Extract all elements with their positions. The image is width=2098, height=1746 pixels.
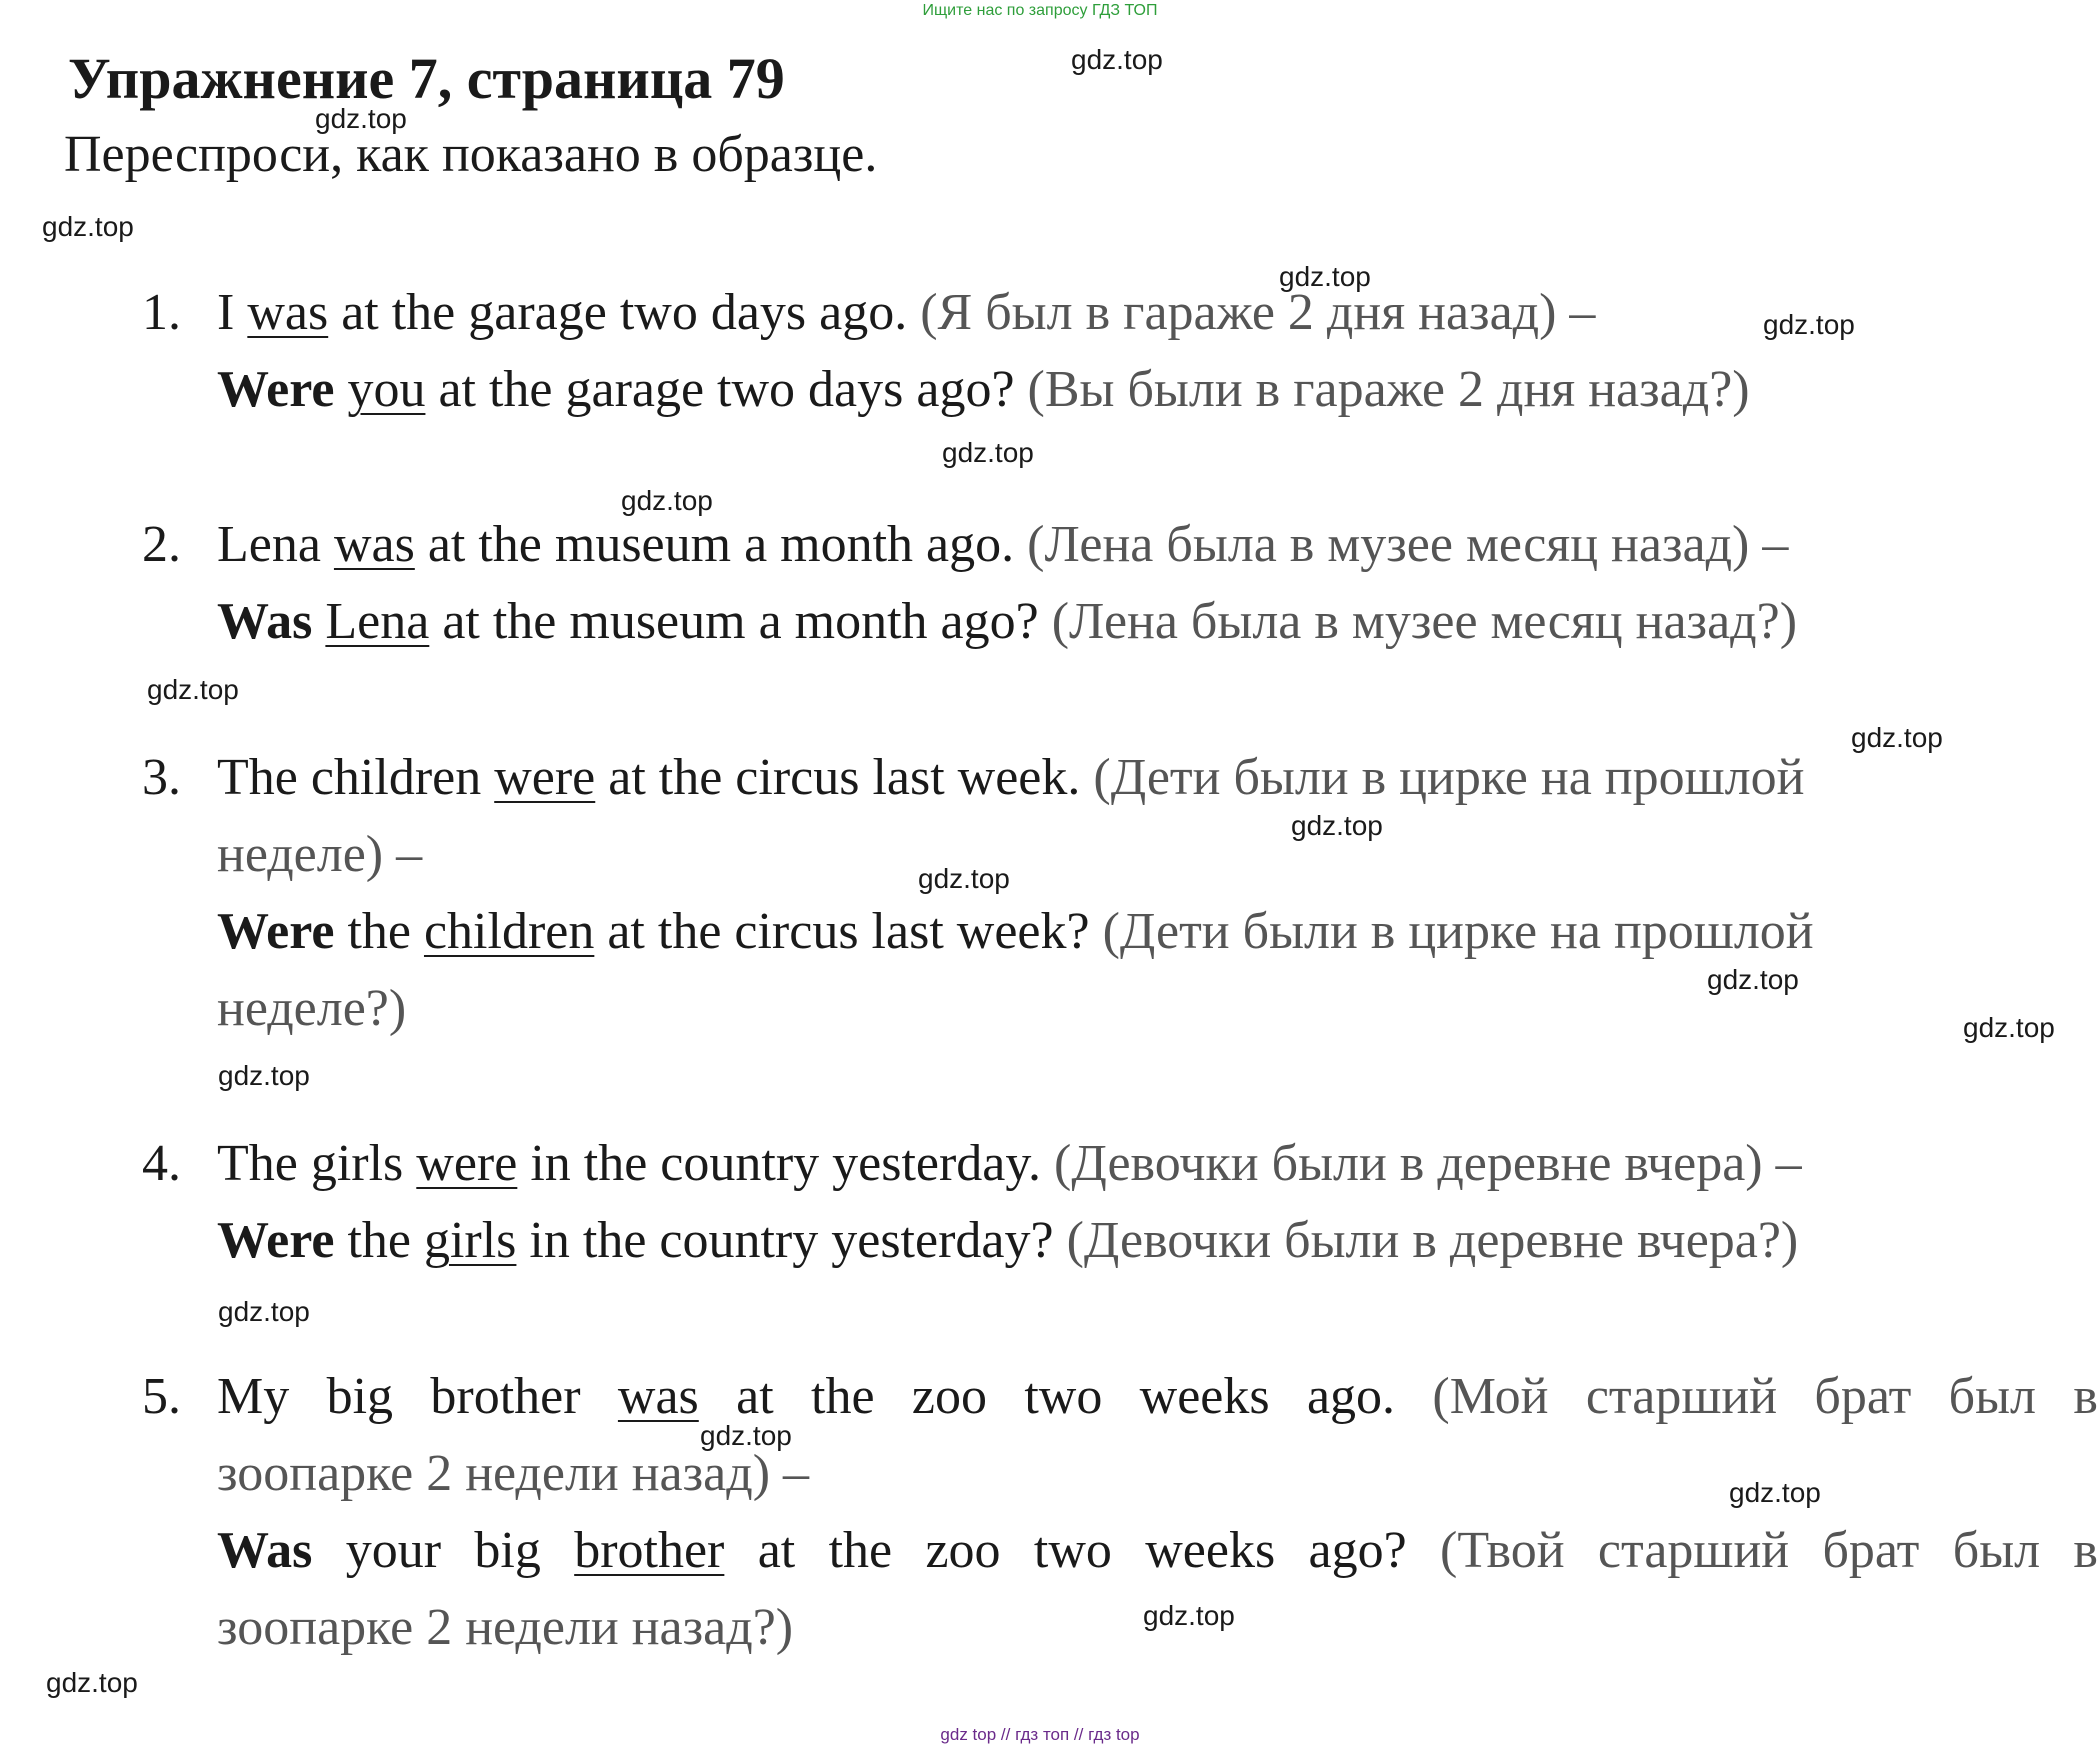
item-number: 3. xyxy=(142,749,181,806)
watermark: gdz.top xyxy=(1851,722,1943,753)
statement-line-continued: неделе) – xyxy=(217,826,423,883)
watermark: gdz.top xyxy=(1763,309,1855,340)
exercise-title: Упражнение 7, страница 79 xyxy=(68,46,785,111)
watermark: gdz.top xyxy=(147,674,239,705)
underlined-verb: was xyxy=(247,284,329,341)
translation: (Лена была в музее месяц назад?) xyxy=(1038,593,1798,650)
translation: (Дети были в цирке на прошлой xyxy=(1089,903,1814,960)
statement-line: My big brother was at the zoo two weeks ago. (Мой старший брат был в xyxy=(217,1368,2098,1425)
translation: (Вы были в гараже 2 дня назад?) xyxy=(1014,361,1750,418)
watermark: gdz.top xyxy=(700,1420,792,1451)
underlined-verb: were xyxy=(416,1135,518,1192)
statement-line: The children were at the circus last week. (Дети были в цирке на прошлой xyxy=(217,749,1805,806)
watermark: gdz.top xyxy=(315,103,407,134)
watermark: gdz.top xyxy=(218,1296,310,1327)
watermark: gdz.top xyxy=(218,1060,310,1091)
statement-line-continued: зоопарке 2 недели назад) – xyxy=(217,1445,810,1502)
watermark: gdz.top xyxy=(1279,261,1371,292)
watermark: gdz.top xyxy=(942,437,1034,468)
underlined-verb: were xyxy=(494,749,596,806)
underlined-subject: Lena xyxy=(325,593,430,650)
underlined-verb: was xyxy=(333,516,415,573)
underlined-subject: you xyxy=(347,361,426,418)
question-line: Were the children at the circus last week? (Дети были в цирке на прошлой xyxy=(217,903,1814,960)
question-line: Were you at the garage two days ago? (Вы были в гараже 2 дня назад?) xyxy=(217,361,1750,418)
statement-line: I was at the garage two days ago. (Я был в гараже 2 дня назад) – xyxy=(217,284,1596,341)
watermark: gdz.top xyxy=(1963,1012,2055,1043)
watermark: gdz.top xyxy=(918,863,1010,894)
underlined-subject: brother xyxy=(574,1522,725,1579)
top-banner: Ищите нас по запросу ГДЗ ТОП xyxy=(922,2,1158,19)
footer-watermark: gdz top // гдз топ // гдз top xyxy=(940,1725,1140,1744)
watermark: gdz.top xyxy=(1071,44,1163,75)
watermark: gdz.top xyxy=(42,211,134,242)
underlined-verb: was xyxy=(617,1368,699,1425)
item-number: 4. xyxy=(142,1135,181,1192)
translation: (Девочки были в деревне вчера?) xyxy=(1053,1212,1799,1269)
item-number: 1. xyxy=(142,284,181,341)
watermark: gdz.top xyxy=(1707,964,1799,995)
item-number: 2. xyxy=(142,516,181,573)
translation: (Я был в гараже 2 дня назад) – xyxy=(907,284,1596,341)
watermark: gdz.top xyxy=(1291,810,1383,841)
statement-line: The girls were in the country yesterday. (Девочки были в деревне вчера) – xyxy=(217,1135,1802,1192)
underlined-subject: children xyxy=(423,903,595,960)
watermark: gdz.top xyxy=(1729,1477,1821,1508)
statement-line: Lena was at the museum a month ago. (Лена была в музее месяц назад) – xyxy=(217,516,1789,573)
translation: (Девочки были в деревне вчера) – xyxy=(1041,1135,1802,1192)
watermark: gdz.top xyxy=(46,1667,138,1698)
exercise-instruction: Переспроси, как показано в образце. xyxy=(64,126,878,183)
question-line: Was Lena at the museum a month ago? (Лена была в музее месяц назад?) xyxy=(217,593,1798,650)
question-line-continued: неделе?) xyxy=(217,980,407,1037)
underlined-subject: girls xyxy=(423,1212,517,1269)
item-number: 5. xyxy=(142,1368,181,1425)
question-line-continued: зоопарке 2 недели назад?) xyxy=(217,1599,794,1656)
watermark: gdz.top xyxy=(621,485,713,516)
question-line: Was your big brother at the zoo two weeks ago? (Твой старший брат был в xyxy=(217,1522,2098,1579)
translation: (Дети были в цирке на прошлой xyxy=(1080,749,1805,806)
translation: (Лена была в музее месяц назад) – xyxy=(1014,516,1789,573)
watermark: gdz.top xyxy=(1143,1600,1235,1631)
question-line: Were the girls in the country yesterday? (Девочки были в деревне вчера?) xyxy=(217,1212,1799,1269)
